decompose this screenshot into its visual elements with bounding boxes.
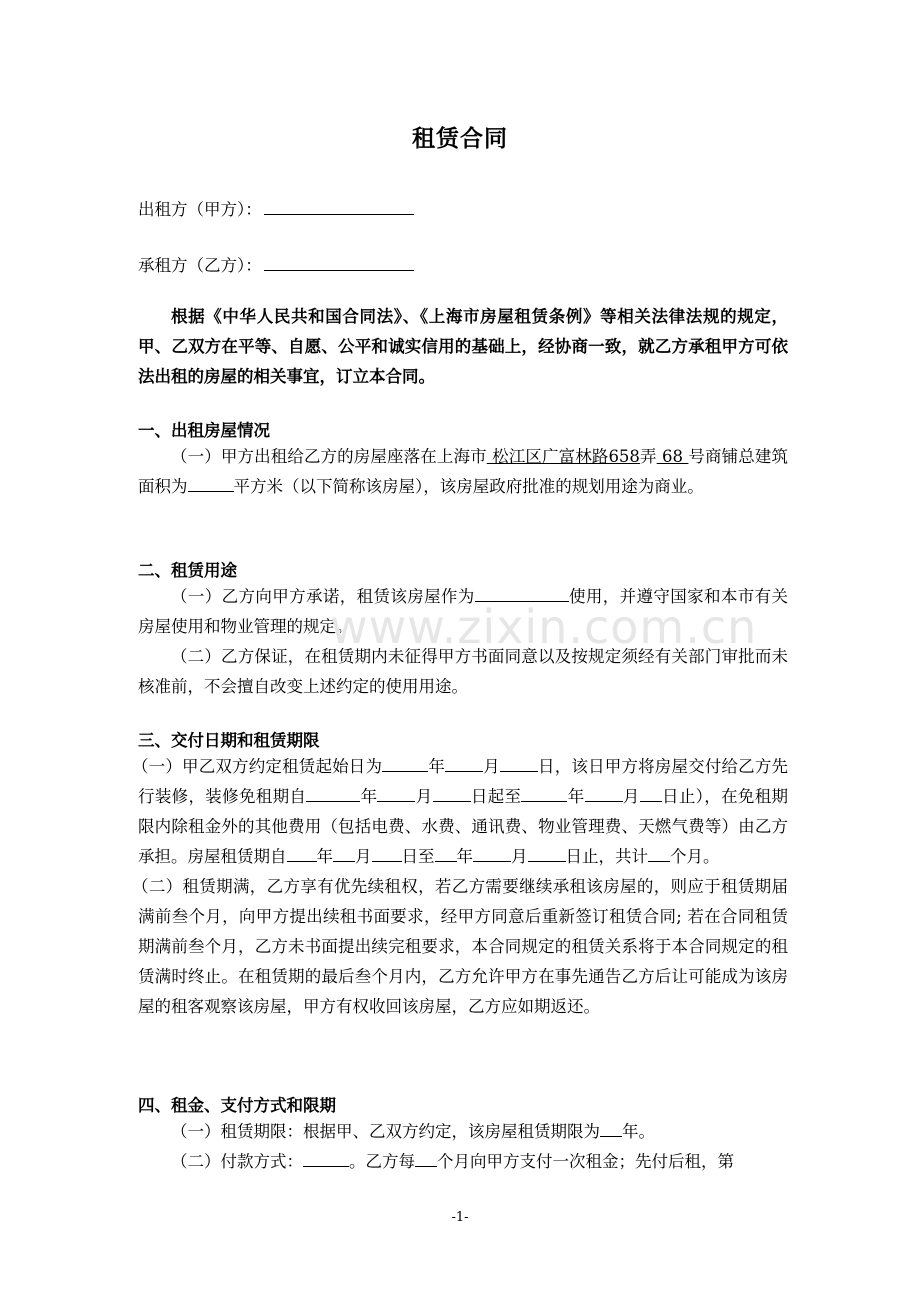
payment-interval-blank[interactable] xyxy=(415,1152,437,1167)
term-to-month-blank[interactable] xyxy=(473,847,511,862)
document-title: 租赁合同 xyxy=(412,125,508,152)
lease-years-blank[interactable] xyxy=(600,1122,622,1137)
preamble: 根据《中华人民共和国合同法》、《上海市房屋租赁条例》等相关法律法规的规定，甲、乙双方在平等、自愿、公平和诚实信用的基础上，经协商一致，就乙方承租甲方可依法出租的房屋的相关事宜，订立本合同。 xyxy=(138,307,788,386)
section-3 xyxy=(132,730,789,1022)
free-from-month-blank[interactable] xyxy=(377,787,415,802)
section-4-clause-2: （二）付款方式： 。乙方每 个月向甲方支付一次租金；先付后租，第 xyxy=(171,1152,734,1171)
section-1-heading: 一、出租房屋情况 xyxy=(138,421,270,440)
start-month-blank[interactable] xyxy=(445,757,483,772)
free-to-month-blank[interactable] xyxy=(585,787,623,802)
section-2-heading: 二、租赁用途 xyxy=(138,561,237,580)
section-3-clause-1: （一）甲乙双方约定租赁起始日为 年 月 日，该日甲方将房屋交付给乙方先行装修，装修免租期自 年 月 日起至 年 月 日止），在免租期限内除租金外的其他费用（包括电费、水费、通讯费、物业管理费、天燃气费等）由乙方承担。房屋租赁期自 年 月 日至 年 月 日止，共计 个月。 xyxy=(132,757,789,866)
watermark: www.zixin.com.cn xyxy=(330,600,758,654)
property-number: 68 xyxy=(656,447,689,466)
area-blank[interactable] xyxy=(188,477,234,492)
free-from-year-blank[interactable] xyxy=(306,787,360,802)
free-to-day-blank[interactable] xyxy=(640,787,662,802)
section-2-clause-1: （一）乙方向甲方承诺，租赁该房屋作为 使用，并遵守国家和本市有关房屋使用和物业管理的规定。 xyxy=(138,587,789,636)
lessee-blank[interactable] xyxy=(264,256,414,271)
section-3-clause-2: （二）租赁期满，乙方享有优先续租权，若乙方需要继续承租该房屋的，则应于租赁期届满前叁个月，向甲方提出续租书面要求，经甲方同意后重新签订租赁合同; 若在合同租赁期满前叁个月，乙方未书面提出续完租要求，本合同规定的租赁关系将于本合同规定的租赁满时终止。在租赁期的最后叁个月内，乙方允许甲方在事先通告乙方后让可能成为该房屋的租客观察该房屋，甲方有权收回该房屋，乙方应如期返还。 xyxy=(132,877,788,1016)
section-4-clause-1: （一）租赁期限：根据甲、乙双方约定，该房屋租赁期限为 年。 xyxy=(171,1122,655,1141)
section-3-heading: 三、交付日期和租赁期限 xyxy=(138,731,320,750)
payment-method-blank[interactable] xyxy=(303,1152,349,1167)
section-1 xyxy=(138,420,788,502)
section-2 xyxy=(138,560,788,702)
term-from-year-blank[interactable] xyxy=(287,847,317,862)
lessor-blank[interactable] xyxy=(264,200,414,215)
section-1-clause-1: （一）甲方出租给乙方的房屋座落在上海市 松江区广富林路658弄 68 号商铺总建筑面积为 平方米（以下简称该房屋），该房屋政府批准的规划用途为商业。 xyxy=(138,447,789,496)
usage-blank[interactable] xyxy=(475,587,569,602)
free-to-year-blank[interactable] xyxy=(521,787,567,802)
lessee-line xyxy=(138,252,414,276)
term-from-month-blank[interactable] xyxy=(333,847,355,862)
lessor-line xyxy=(138,196,414,220)
section-4 xyxy=(138,1095,788,1177)
lessee-label: 承租方（乙方）： xyxy=(138,256,262,275)
term-to-day-blank[interactable] xyxy=(528,847,566,862)
section-2-clause-2: （二）乙方保证，在租赁期内未征得甲方书面同意以及按规定须经有关部门审批而未核准前，不会擅自改变上述约定的使用用途。 xyxy=(138,647,788,696)
term-from-day-blank[interactable] xyxy=(372,847,402,862)
term-months-blank[interactable] xyxy=(648,847,670,862)
section-4-heading: 四、租金、支付方式和限期 xyxy=(138,1096,336,1115)
start-day-blank[interactable] xyxy=(500,757,538,772)
start-year-blank[interactable] xyxy=(382,757,428,772)
term-to-year-blank[interactable] xyxy=(435,847,457,862)
property-address: 松江区广富林路658 xyxy=(486,447,640,466)
page-number: -1- xyxy=(451,1210,469,1225)
lessor-label: 出租方（甲方）： xyxy=(138,200,262,219)
free-from-day-blank[interactable] xyxy=(433,787,471,802)
